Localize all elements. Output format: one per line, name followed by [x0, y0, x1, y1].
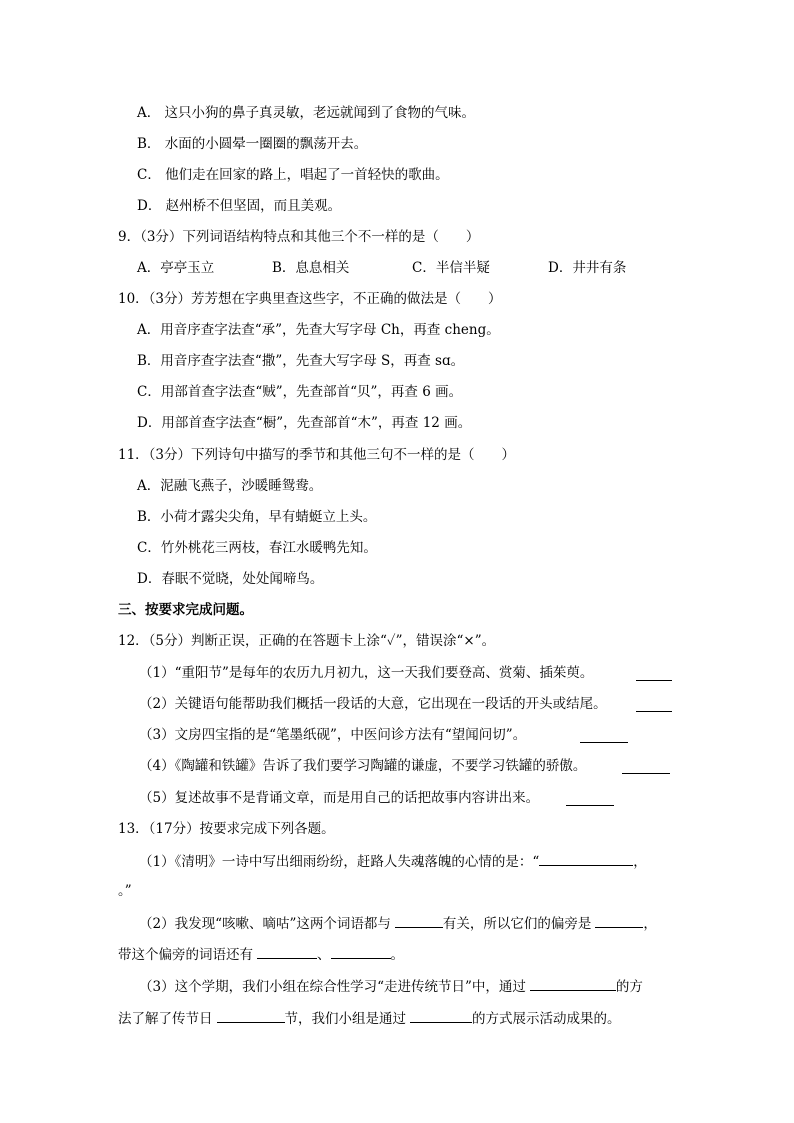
q8-option-c: C． 他们走在回家的路上，唱起了一首轻快的歌曲。 — [137, 167, 449, 183]
q13-part2-text-f: 。 — [390, 947, 404, 963]
q12-item-2: （2）关键语句能帮助我们概括一段话的大意，它出现在一段话的开头或结尾。 — [139, 696, 607, 712]
q12-answer-blank-3[interactable] — [580, 728, 628, 743]
section-heading: 三、按要求完成问题。 — [118, 602, 253, 618]
q11-stem: 11．（3分）下列诗句中描写的季节和其他三句不一样的是（ ） — [118, 447, 516, 463]
q9-option-c: C．半信半疑 — [412, 260, 490, 276]
q12-item-1: （1）“重阳节”是每年的农历九月初九，这一天我们要登高、赏菊、插茱萸。 — [139, 665, 594, 681]
q9-option-b: B．息息相关 — [272, 260, 350, 276]
q13-blank-festival[interactable] — [217, 1008, 285, 1023]
q12-answer-blank-5[interactable] — [566, 791, 614, 806]
q13-part3-text-b: 的方 — [615, 979, 643, 995]
q13-part1-comma: ， — [633, 854, 647, 870]
q13-blank-radical[interactable] — [595, 913, 643, 928]
q10-option-c: C．用部首查字法查“贼”，先查部首“贝”，再查 6 画。 — [137, 384, 463, 400]
q8-option-a: A． 这只小狗的鼻子真灵敏，老远就闻到了食物的气味。 — [137, 105, 476, 121]
q10-option-a: A．用音序查字法查“承”，先查大写字母 Ch，再查 cheng。 — [137, 322, 500, 338]
q13-part1-line1 — [139, 851, 647, 871]
q12-answer-blank-2[interactable] — [636, 697, 672, 712]
q13-stem: 13．（17分）按要求完成下列各题。 — [118, 821, 335, 837]
q12-stem: 12．（5分）判断正误，正确的在答题卡上涂“✓”，错误涂“×”。 — [118, 633, 496, 649]
q13-part3-line2 — [118, 1008, 621, 1028]
q13-part3-text-e: 的方式展示活动成果的。 — [472, 1011, 621, 1027]
q13-blank-word-2[interactable] — [331, 944, 391, 959]
q8-option-d: D． 赵州桥不但坚固，而且美观。 — [137, 198, 342, 214]
q13-part2-text-b: 有关，所以它们的偏旁是 — [442, 916, 592, 932]
q13-part2-text-e: 、 — [317, 947, 331, 963]
q12-item-4: （4）《陶罐和铁罐》告诉了我们要学习陶罐的谦虚，不要学习铁罐的骄傲。 — [139, 758, 587, 774]
q13-part3-text-d: 节，我们小组是通过 — [284, 1011, 406, 1027]
q9-option-a: A．亭亭玉立 — [137, 260, 215, 276]
q13-blank-word-1[interactable] — [257, 944, 317, 959]
q12-item-5: （5）复述故事不是背诵文章，而是用自己的话把故事内容讲出来。 — [139, 790, 540, 806]
q13-part3-text-a: （3）这个学期，我们小组在综合性学习“走进传统节日”中，通过 — [139, 979, 526, 995]
q13-part1-text: （1）《清明》一诗中写出细雨纷纷，赶路人失魂落魄的心情的是：“ — [139, 854, 540, 870]
q13-part3-line1 — [139, 976, 643, 996]
q12-item-3: （3）文房四宝指的是“笔墨纸砚”，中医问诊方法有“望闻问切”。 — [139, 727, 527, 743]
q13-part2-line2 — [118, 944, 404, 964]
q13-blank-display-method[interactable] — [410, 1008, 472, 1023]
q13-part3-text-c: 法了解了传节日 — [118, 1011, 213, 1027]
q9-option-d: D．井井有条 — [548, 260, 627, 276]
q10-option-b: B．用音序查字法查“撒”，先查大写字母 S，再查 sɑ。 — [137, 353, 465, 369]
q11-option-c: C．竹外桃花三两枝，春江水暖鸭先知。 — [137, 540, 377, 556]
q13-part2-line1 — [139, 913, 657, 933]
q10-option-d: D．用部首查字法查“橱”，先查部首“木”，再查 12 画。 — [137, 415, 472, 431]
q8-option-b: B． 水面的小圆晕一圈圈的飘荡开去。 — [137, 136, 368, 152]
q11-option-d: D．春眠不觉晓，处处闻啼鸟。 — [137, 571, 324, 587]
q11-option-a: A．泥融飞燕子，沙暖睡鸳鸯。 — [137, 478, 323, 494]
q13-part1-close: 。” — [118, 883, 132, 899]
q9-stem: 9．（3分）下列词语结构特点和其他三个不一样的是（ ） — [118, 229, 480, 245]
q11-option-b: B．小荷才露尖尖角，早有蜻蜓立上头。 — [137, 509, 377, 525]
q10-stem: 10．（3分）芳芳想在字典里查这些字，不正确的做法是（ ） — [118, 291, 502, 307]
q13-part2-text-a: （2）我发现“咳嗽、嘀咕”这两个词语都与 — [139, 916, 391, 932]
q12-answer-blank-4[interactable] — [622, 759, 670, 774]
q12-answer-blank-1[interactable] — [636, 666, 672, 681]
q13-blank-method[interactable] — [530, 976, 616, 991]
q13-part2-text-c: ， — [643, 916, 657, 932]
q13-blank-related[interactable] — [395, 913, 443, 928]
q13-blank-poem-line[interactable] — [539, 851, 633, 866]
q13-part2-text-d: 带这个偏旁的词语还有 — [118, 947, 253, 963]
